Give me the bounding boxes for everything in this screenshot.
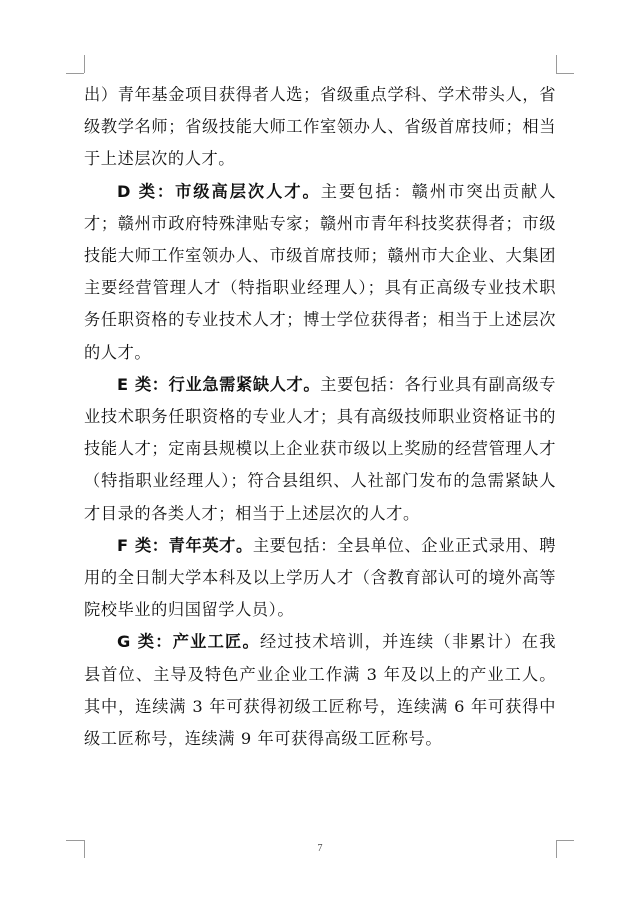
- paragraph-heading: G 类：产业工匠。: [117, 632, 260, 652]
- page-number: 7: [317, 843, 323, 854]
- crop-mark-top-right: [556, 55, 557, 73]
- paragraph-text: 主要包括：全县单位、企业正式录用、聘用的全日制大学本科及以上学历人才（含教育部认可的境外高等院校毕业的归国留学人员）。: [84, 535, 556, 620]
- paragraph-text: 出）青年基金项目获得者人选；省级重点学科、学术带头人，省级教学名师；省级技能大师工作室领办人、省级首席技师；相当于上述层次的人才。: [84, 85, 556, 169]
- crop-mark-top-left: [66, 73, 84, 74]
- paragraph-text: 经过技术培训，并连续（非累计）在我县首位、主导及特色产业企业工作满 3 年及以上的产业工人。其中，连续满 3 年可获得初级工匠称号，连续满 6 年可获得中级工匠称号，连续满 9 年可获得高级工匠称号。: [84, 632, 557, 749]
- paragraph-heading: E 类：行业急需紧缺人才。: [117, 374, 321, 394]
- paragraph-class-f: [84, 530, 556, 627]
- paragraph-text: 主要包括：赣州市突出贡献人才；赣州市政府特殊津贴专家；赣州市青年科技奖获得者；市级技能大师工作室领办人、市级首席技师；赣州市大企业、大集团主要经营管理人才（特指职业经理人）；具有正高级专业技术职务任职资格的专业技术人才；博士学位获得者；相当于上述层次的人才。: [84, 181, 556, 362]
- paragraph-heading: D 类：市级高层次人才。: [117, 181, 321, 201]
- paragraph-heading: F 类：青年英才。: [117, 535, 253, 555]
- paragraph-class-d: [84, 176, 556, 369]
- document-body: [84, 79, 556, 755]
- paragraph-class-g: [84, 626, 556, 755]
- crop-mark-bottom-right: [556, 840, 574, 841]
- crop-mark-top-right: [556, 73, 574, 74]
- crop-mark-top-left: [84, 55, 85, 73]
- paragraph-continuation: [84, 79, 556, 176]
- crop-mark-bottom-left: [66, 840, 84, 841]
- paragraph-text: 主要包括：各行业具有副高级专业技术职务任职资格的专业人才；具有高级技师职业资格证书的技能人才；定南县规模以上企业获市级以上奖励的经营管理人才（特指职业经理人）；符合县组织、人社部门发布的急需紧缺人才目录的各类人才；相当于上述层次的人才。: [84, 374, 556, 523]
- paragraph-class-e: [84, 369, 556, 530]
